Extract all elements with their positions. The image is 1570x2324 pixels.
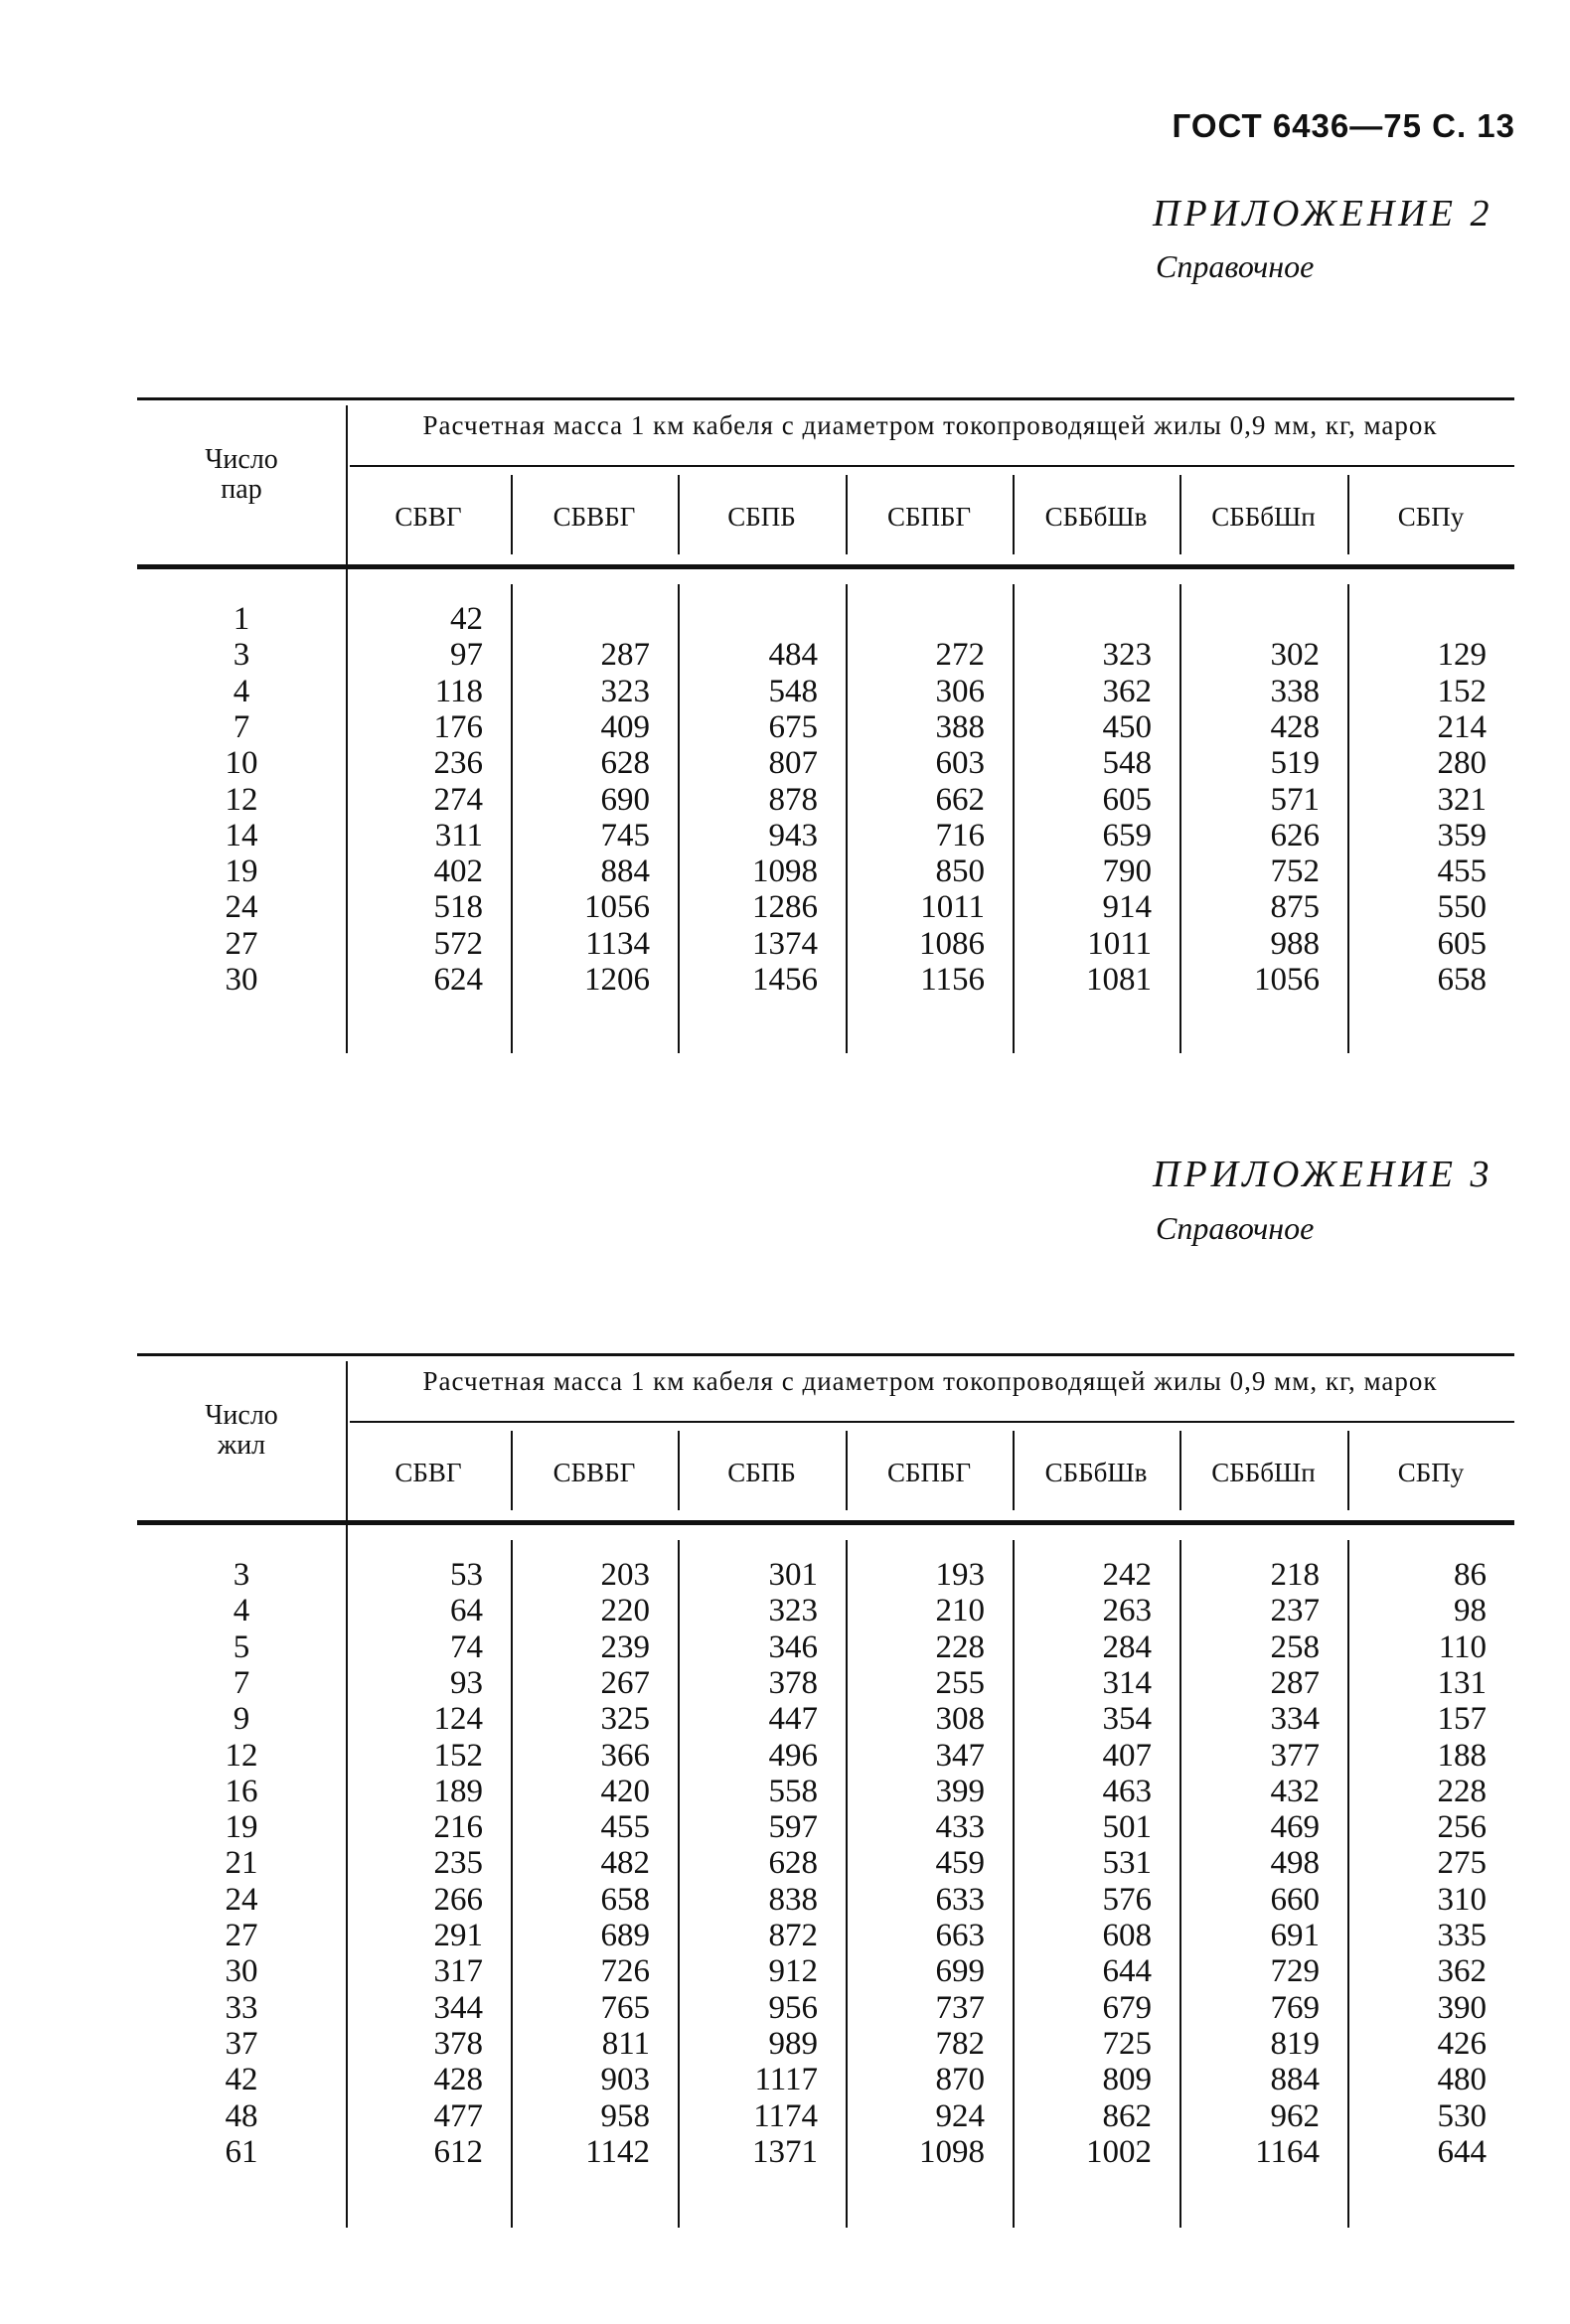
table-cell: 236 (433, 745, 483, 782)
table-cell: 496 (768, 1737, 818, 1774)
table-cell: 644 (1102, 1953, 1152, 1990)
table-cell: 663 (935, 1918, 985, 1953)
table-cell: 469 (1270, 1809, 1320, 1846)
table-cell: 420 (600, 1773, 650, 1809)
table-cell: 1286 (752, 889, 818, 926)
table-cell: 432 (1270, 1773, 1320, 1809)
table-cell: 691 (1270, 1918, 1320, 1953)
table-cell: 626 (1270, 817, 1320, 853)
row-count: 9 (233, 1701, 250, 1738)
table-cell: 284 (1102, 1628, 1152, 1665)
table-cell: 335 (1437, 1918, 1487, 1953)
stub-header: Число пар (205, 444, 278, 505)
table-cell: 811 (601, 2025, 650, 2062)
table-cell: 807 (768, 745, 818, 782)
row-count: 61 (225, 2133, 258, 2170)
row-count: 12 (225, 781, 258, 818)
table-cell: 659 (1102, 817, 1152, 853)
table-cell: 203 (600, 1557, 650, 1593)
table-cell: 98 (1454, 1593, 1487, 1629)
appendix-2-subtitle: Справочное (1156, 248, 1315, 284)
table-cell: 311 (434, 817, 483, 853)
table-cell: 608 (1102, 1918, 1152, 1953)
row-count: 27 (225, 1918, 258, 1953)
column-header: СББбШп (1211, 502, 1316, 532)
table-cell: 958 (600, 2097, 650, 2134)
table-cell: 325 (600, 1701, 650, 1738)
table-cell: 323 (1102, 637, 1152, 674)
table-cell: 455 (1437, 853, 1487, 890)
row-count: 4 (233, 673, 250, 709)
column-header: СБВБГ (552, 1458, 636, 1487)
table-cell: 924 (935, 2097, 985, 2134)
table-header-rule (137, 1520, 1514, 1525)
table-cell: 463 (1102, 1773, 1152, 1809)
column-header: СБВГ (394, 1458, 462, 1487)
table-cell: 274 (433, 781, 483, 818)
table-cell: 571 (1270, 781, 1320, 818)
row-count: 37 (225, 2025, 258, 2062)
table-cell: 1371 (752, 2133, 818, 2170)
row-count: 27 (225, 925, 258, 962)
table-cell: 550 (1437, 889, 1487, 926)
table-cell: 402 (433, 853, 483, 890)
table-cell: 1056 (584, 889, 650, 926)
table-cell: 428 (1270, 708, 1320, 745)
table-cell: 660 (1270, 1881, 1320, 1918)
table-cell: 306 (935, 673, 985, 709)
column-header: СБВГ (394, 502, 462, 532)
table-cell: 862 (1102, 2097, 1152, 2134)
table-cell: 366 (600, 1737, 650, 1774)
table-cell: 819 (1270, 2025, 1320, 2062)
table-top-rule (137, 397, 1514, 400)
table-cell: 501 (1102, 1809, 1152, 1846)
row-count: 4 (233, 1593, 250, 1629)
table-cell: 498 (1270, 1845, 1320, 1882)
column-header: СБПу (1397, 1458, 1465, 1487)
table-cell: 1174 (753, 2097, 818, 2134)
table-cell: 726 (600, 1953, 650, 1990)
stub-header: Число жил (205, 1400, 278, 1461)
table-cell: 157 (1437, 1701, 1487, 1738)
table-cell: 943 (768, 817, 818, 853)
table-cell: 74 (450, 1628, 483, 1665)
table-cell: 1456 (752, 962, 818, 998)
table-cell: 42 (450, 601, 483, 637)
table-cell: 189 (433, 1773, 483, 1809)
table-cell: 765 (600, 1989, 650, 2026)
appendix-3-title: ПРИЛОЖЕНИЕ 3 (1153, 1154, 1493, 1195)
table-cell: 291 (433, 1918, 483, 1953)
table-cell: 362 (1102, 673, 1152, 709)
table-cell: 314 (1102, 1664, 1152, 1701)
table-cell: 228 (1437, 1773, 1487, 1809)
table-cell: 699 (935, 1953, 985, 1990)
table-cell: 675 (768, 708, 818, 745)
table-cell: 658 (1437, 962, 1487, 998)
table-cell: 1011 (1087, 925, 1152, 962)
table-cell: 280 (1437, 745, 1487, 782)
table-cell: 53 (450, 1557, 483, 1593)
table-cell: 531 (1102, 1845, 1152, 1882)
column-header: СБПБГ (886, 1458, 972, 1487)
table-cell: 378 (768, 1664, 818, 1701)
table-cell: 884 (600, 853, 650, 890)
row-count: 24 (225, 1881, 258, 1918)
table-cell: 838 (768, 1881, 818, 1918)
table-cell: 110 (1438, 1628, 1487, 1665)
table-cell: 1164 (1255, 2133, 1320, 2170)
column-header: СББбШв (1044, 1458, 1148, 1487)
table-cell: 875 (1270, 889, 1320, 926)
table-cell: 644 (1437, 2133, 1487, 2170)
row-count: 14 (225, 817, 258, 853)
table-cell: 1134 (585, 925, 650, 962)
table-cell: 558 (768, 1773, 818, 1809)
table-cell: 377 (1270, 1737, 1320, 1774)
table-cell: 237 (1270, 1593, 1320, 1629)
table-cell: 628 (600, 745, 650, 782)
table-cell: 399 (935, 1773, 985, 1809)
appendix-3-table (137, 1353, 1514, 2228)
table-cell: 956 (768, 1989, 818, 2026)
table-cell: 1056 (1254, 962, 1320, 998)
table-cell: 256 (1437, 1809, 1487, 1846)
table-cell: 725 (1102, 2025, 1152, 2062)
row-count: 7 (233, 708, 250, 745)
table-cell: 597 (768, 1809, 818, 1846)
table-cell: 124 (433, 1701, 483, 1738)
table-cell: 228 (935, 1628, 985, 1665)
row-count: 5 (233, 1628, 250, 1665)
table-cell: 354 (1102, 1701, 1152, 1738)
table-cell: 903 (600, 2062, 650, 2098)
table-cell: 1098 (919, 2133, 985, 2170)
table-cell: 628 (768, 1845, 818, 1882)
table-cell: 729 (1270, 1953, 1320, 1990)
table-cell: 790 (1102, 853, 1152, 890)
table-cell: 323 (600, 673, 650, 709)
table-cell: 266 (433, 1881, 483, 1918)
table-cell: 388 (935, 708, 985, 745)
table-cell: 287 (600, 637, 650, 674)
table-cell: 347 (935, 1737, 985, 1774)
table-cell: 1081 (1086, 962, 1152, 998)
table-cell: 1117 (754, 2062, 818, 2098)
table-cell: 255 (935, 1664, 985, 1701)
table-cell: 455 (600, 1809, 650, 1846)
table-cell: 263 (1102, 1593, 1152, 1629)
table-cell: 737 (935, 1989, 985, 2026)
table-cell: 334 (1270, 1701, 1320, 1738)
table-cell: 131 (1437, 1664, 1487, 1701)
span-header-underline (350, 1421, 1514, 1423)
table-cell: 459 (935, 1845, 985, 1882)
appendix-2-table (137, 397, 1514, 1053)
table-cell: 548 (768, 673, 818, 709)
row-count: 3 (233, 637, 250, 674)
table-cell: 679 (1102, 1989, 1152, 2026)
page-header: ГОСТ 6436—75 С. 13 (1172, 107, 1515, 144)
column-header: СБПБ (727, 502, 796, 532)
table-cell: 482 (600, 1845, 650, 1882)
table-cell: 870 (935, 2062, 985, 2098)
table-cell: 1011 (920, 889, 985, 926)
table-cell: 605 (1102, 781, 1152, 818)
table-cell: 409 (600, 708, 650, 745)
table-cell: 220 (600, 1593, 650, 1629)
table-cell: 321 (1437, 781, 1487, 818)
table-cell: 912 (768, 1953, 818, 1990)
table-cell: 362 (1437, 1953, 1487, 1990)
table-cell: 214 (1437, 708, 1487, 745)
table-cell: 530 (1437, 2097, 1487, 2134)
table-cell: 210 (935, 1593, 985, 1629)
table-cell: 1206 (584, 962, 650, 998)
row-count: 16 (225, 1773, 258, 1809)
row-count: 1 (233, 601, 250, 637)
table-cell: 346 (768, 1628, 818, 1665)
table-cell: 258 (1270, 1628, 1320, 1665)
column-header: СБВБГ (552, 502, 636, 532)
table-cell: 97 (450, 637, 483, 674)
table-cell: 872 (768, 1918, 818, 1953)
table-cell: 1374 (752, 925, 818, 962)
table-cell: 1002 (1086, 2133, 1152, 2170)
table-cell: 450 (1102, 708, 1152, 745)
table-cell: 572 (433, 925, 483, 962)
row-count: 3 (233, 1557, 250, 1593)
row-count: 30 (225, 1953, 258, 1990)
table-cell: 690 (600, 781, 650, 818)
table-cell: 275 (1437, 1845, 1487, 1882)
table-cell: 176 (433, 708, 483, 745)
table-cell: 426 (1437, 2025, 1487, 2062)
table-cell: 1098 (752, 853, 818, 890)
table-cell: 344 (433, 1989, 483, 2026)
table-cell: 576 (1102, 1881, 1152, 1918)
row-count: 30 (225, 962, 258, 998)
table-cell: 884 (1270, 2062, 1320, 2098)
table-cell: 235 (433, 1845, 483, 1882)
table-cell: 484 (768, 637, 818, 674)
table-cell: 624 (433, 962, 483, 998)
table-cell: 782 (935, 2025, 985, 2062)
table-cell: 1142 (585, 2133, 650, 2170)
table-cell: 603 (935, 745, 985, 782)
column-header: СБПу (1397, 502, 1465, 532)
table-cell: 658 (600, 1881, 650, 1918)
table-cell: 548 (1102, 745, 1152, 782)
table-cell: 218 (1270, 1557, 1320, 1593)
table-cell: 962 (1270, 2097, 1320, 2134)
table-cell: 1086 (919, 925, 985, 962)
table-cell: 64 (450, 1593, 483, 1629)
table-cell: 752 (1270, 853, 1320, 890)
table-cell: 301 (768, 1557, 818, 1593)
table-cell: 745 (600, 817, 650, 853)
table-cell: 118 (434, 673, 483, 709)
table-cell: 477 (433, 2097, 483, 2134)
table-cell: 988 (1270, 925, 1320, 962)
table-cell: 605 (1437, 925, 1487, 962)
table-cell: 433 (935, 1809, 985, 1846)
table-cell: 633 (935, 1881, 985, 1918)
table-cell: 612 (433, 2133, 483, 2170)
table-cell: 308 (935, 1701, 985, 1738)
table-cell: 809 (1102, 2062, 1152, 2098)
table-cell: 302 (1270, 637, 1320, 674)
table-cell: 86 (1454, 1557, 1487, 1593)
table-cell: 239 (600, 1628, 650, 1665)
appendix-2-title: ПРИЛОЖЕНИЕ 2 (1153, 193, 1493, 234)
table-cell: 662 (935, 781, 985, 818)
table-top-rule (137, 1353, 1514, 1356)
row-count: 12 (225, 1737, 258, 1774)
table-cell: 989 (768, 2025, 818, 2062)
row-count: 48 (225, 2097, 258, 2134)
span-header: Расчетная масса 1 км кабеля с диаметром токопроводящей жилы 0,9 мм, кг, марок (422, 1366, 1438, 1396)
column-header: СБПБГ (886, 502, 972, 532)
table-cell: 193 (935, 1557, 985, 1593)
column-header: СББбШп (1211, 1458, 1316, 1487)
table-cell: 878 (768, 781, 818, 818)
table-cell: 242 (1102, 1557, 1152, 1593)
row-count: 10 (225, 745, 258, 782)
span-header: Расчетная масса 1 км кабеля с диаметром токопроводящей жилы 0,9 мм, кг, марок (422, 410, 1438, 440)
row-count: 24 (225, 889, 258, 926)
table-cell: 390 (1437, 1989, 1487, 2026)
table-cell: 1156 (920, 962, 985, 998)
table-cell: 480 (1437, 2062, 1487, 2098)
table-cell: 188 (1437, 1737, 1487, 1774)
table-cell: 689 (600, 1918, 650, 1953)
table-cell: 323 (768, 1593, 818, 1629)
table-cell: 769 (1270, 1989, 1320, 2026)
row-count: 19 (225, 1809, 258, 1846)
table-cell: 287 (1270, 1664, 1320, 1701)
table-cell: 152 (433, 1737, 483, 1774)
table-header-rule (137, 564, 1514, 569)
row-count: 21 (225, 1845, 258, 1882)
table-cell: 428 (433, 2062, 483, 2098)
table-cell: 518 (433, 889, 483, 926)
table-cell: 317 (433, 1953, 483, 1990)
table-cell: 338 (1270, 673, 1320, 709)
table-cell: 93 (450, 1664, 483, 1701)
row-count: 19 (225, 853, 258, 890)
table-cell: 407 (1102, 1737, 1152, 1774)
table-cell: 716 (935, 817, 985, 853)
table-cell: 850 (935, 853, 985, 890)
column-header: СББбШв (1044, 502, 1148, 532)
table-cell: 272 (935, 637, 985, 674)
appendix-3-subtitle: Справочное (1156, 1210, 1315, 1246)
table-cell: 519 (1270, 745, 1320, 782)
row-count: 7 (233, 1664, 250, 1701)
row-count: 33 (225, 1989, 258, 2026)
table-cell: 152 (1437, 673, 1487, 709)
table-cell: 267 (600, 1664, 650, 1701)
table-cell: 447 (768, 1701, 818, 1738)
table-cell: 378 (433, 2025, 483, 2062)
row-count: 42 (225, 2062, 258, 2098)
table-cell: 129 (1437, 637, 1487, 674)
table-cell: 914 (1102, 889, 1152, 926)
table-cell: 359 (1437, 817, 1487, 853)
span-header-underline (350, 465, 1514, 467)
table-cell: 310 (1437, 1881, 1487, 1918)
column-header: СБПБ (727, 1458, 796, 1487)
table-cell: 216 (433, 1809, 483, 1846)
